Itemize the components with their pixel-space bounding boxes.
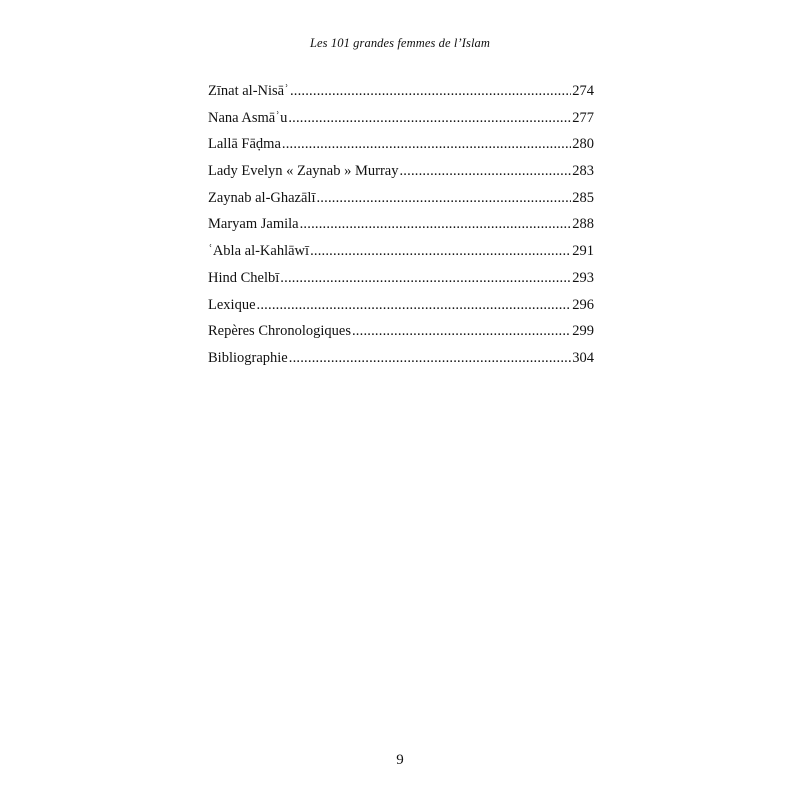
page-number: 9 [396, 752, 404, 768]
dot-leader [352, 318, 571, 345]
toc-entry-title: Repères Chronologiques [208, 323, 351, 340]
toc-entry-title: Hind Chelbī [208, 269, 280, 286]
running-head: Les 101 grandes femmes de l’Islam [309, 36, 490, 50]
toc-entry [208, 238, 594, 265]
toc-entry-page: 280 [572, 136, 594, 153]
toc-entry-page: 285 [572, 189, 594, 206]
toc-entry [208, 318, 594, 345]
toc-entry [208, 265, 594, 292]
dot-leader [310, 238, 571, 265]
toc-entry-page: 304 [572, 349, 594, 366]
toc-entry-page: 274 [572, 83, 594, 99]
dot-leader [289, 345, 572, 372]
dot-leader [399, 158, 571, 185]
dot-leader [282, 131, 571, 158]
toc-entry-page: 277 [572, 109, 594, 126]
toc-entry [208, 105, 594, 132]
table-of-contents [208, 78, 594, 372]
dot-leader [300, 211, 572, 238]
toc-entry-title: Bibliographie [208, 349, 288, 366]
dot-leader [290, 78, 571, 105]
toc-entry-page: 293 [572, 269, 594, 286]
toc-entry [208, 131, 594, 158]
toc-entry-title: Lexique [208, 296, 256, 313]
toc-entry-page: 288 [572, 216, 594, 233]
toc-entry-title: ʿAbla al-Kahlāwī [208, 243, 310, 260]
toc-entry [208, 345, 594, 372]
toc-entry [208, 185, 594, 212]
toc-entry-page: 296 [572, 296, 594, 313]
toc-entry-title: Maryam Jamila [208, 216, 299, 233]
toc-entry [208, 211, 594, 238]
dot-leader [257, 292, 572, 319]
toc-entry-title: Zīnat al-Nisāʾ [208, 83, 289, 99]
toc-entry-title: Nana Asmāʾu [208, 109, 288, 126]
toc-entry [208, 292, 594, 319]
toc-entry [208, 158, 594, 185]
toc-entry-page: 291 [572, 243, 594, 260]
toc-entry-title: Lallā Fāḍma [208, 136, 281, 153]
toc-entry [208, 78, 594, 105]
dot-leader [316, 185, 571, 212]
toc-entry-title: Lady Evelyn « Zaynab » Murray [208, 163, 399, 180]
toc-entry-page: 283 [572, 163, 594, 180]
toc-entry-page: 299 [572, 323, 594, 340]
dot-leader [280, 265, 571, 292]
toc-entry-title: Zaynab al-Ghazālī [208, 189, 316, 206]
dot-leader [288, 105, 571, 132]
